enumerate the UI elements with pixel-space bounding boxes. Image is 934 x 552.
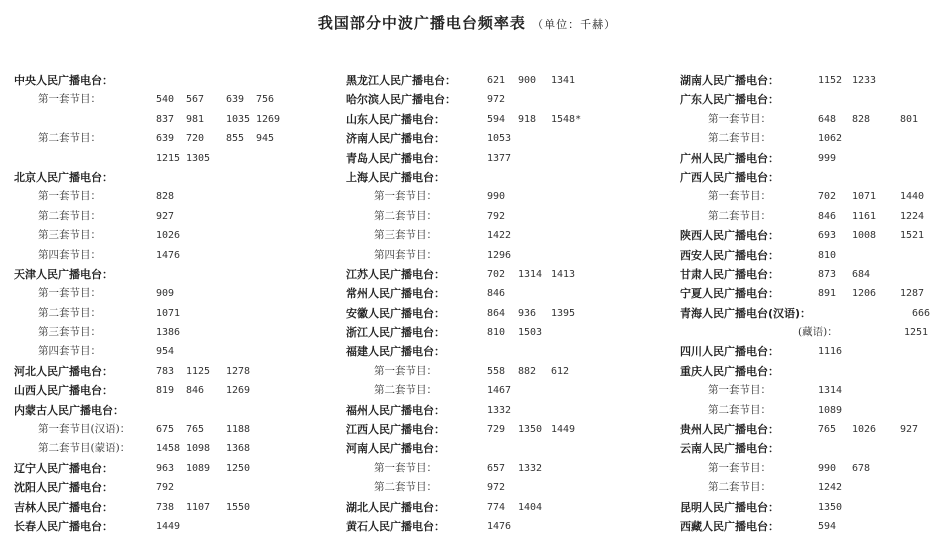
frequency-value: 954 [156,346,175,358]
station-row [680,420,930,439]
frequency-value: 963 [156,462,175,474]
station-name: 广州人民广播电台： [680,151,779,165]
frequency-value: 828 [156,191,175,203]
frequency-value: 1008 [852,230,877,242]
frequency-value: 1350 [518,424,543,436]
program-row [346,478,646,497]
station-row [680,90,930,109]
frequency-column-2 [346,71,646,536]
program-row [14,129,314,148]
frequency-value: 1161 [852,210,877,222]
frequency-value: 774 [487,501,506,513]
program-name: 第二套节目： [708,209,771,222]
station-name: 陕西人民广播电台： [680,229,779,243]
station-name: 青海人民广播电台(汉语)： [680,306,812,320]
station-name: 青岛人民广播电台： [346,151,445,165]
program-name: 第四套节目： [38,248,101,261]
station-name: 贵州人民广播电台： [680,423,779,437]
station-name: 宁夏人民广播电台： [680,287,779,301]
program-name: 第三套节目： [38,229,101,242]
frequency-value: 1350 [818,501,843,513]
frequency-value: 1269 [226,385,251,397]
station-row [14,265,314,284]
frequency-value: 684 [852,268,871,280]
frequency-value: 855 [226,133,245,145]
station-name: 云南人民广播电台： [680,442,779,456]
frequency-value: 756 [256,94,275,106]
frequency-value: 828 [852,113,871,125]
station-row [14,459,314,478]
station-name: 黄石人民广播电台： [346,519,445,533]
program-name: 第四套节目： [38,345,101,358]
frequency-value: 1386 [156,327,181,339]
program-row [680,187,930,206]
frequency-value: 648 [818,113,837,125]
frequency-value: 1548* [551,113,582,125]
station-name: 江苏人民广播电台： [346,267,445,281]
station-row [680,304,930,323]
frequency-value: 639 [226,94,245,106]
station-row [14,478,314,497]
frequency-value: 702 [818,191,837,203]
frequency-value: 1314 [518,268,543,280]
title-main: 我国部分中波广播电台频率表 [317,14,526,32]
station-name: 山东人民广播电台： [346,112,445,126]
frequency-value: 972 [487,94,506,106]
station-name: 北京人民广播电台： [14,170,113,184]
station-name: 四川人民广播电台： [680,345,779,359]
station-row [680,71,930,90]
frequency-value: 1206 [852,288,877,300]
station-row [680,265,930,284]
frequency-value: 729 [487,424,506,436]
frequency-value: 972 [487,482,506,494]
station-row [346,517,646,536]
frequency-value: 1242 [818,482,843,494]
program-name: 第二套节目： [708,132,771,145]
station-row [680,168,930,187]
program-row [14,90,314,109]
frequency-value: 558 [487,365,506,377]
frequency-value: 873 [818,268,837,280]
program-row [680,478,930,497]
station-name: 河北人民广播电台： [14,364,113,378]
station-row [680,342,930,361]
station-row [346,168,646,187]
page-title [0,12,934,33]
station-row [346,265,646,284]
frequency-value: 1269 [256,113,281,125]
station-name: 黑龙江人民广播电台： [346,74,456,87]
station-name: 江西人民广播电台： [346,423,445,437]
station-row [680,439,930,458]
station-row [346,420,646,439]
frequency-value: 1305 [186,152,211,164]
frequency-value: 639 [156,133,175,145]
program-name: 第二套节目： [38,209,101,222]
frequency-value: 846 [186,385,205,397]
frequency-value: 594 [818,520,837,532]
station-row [346,401,646,420]
title-unit: （单位：千赫） [532,18,617,31]
station-name: 甘肃人民广播电台： [680,267,779,281]
frequency-column-1 [14,71,314,536]
station-name: 常州人民广播电台： [346,287,445,301]
frequency-value: 891 [818,288,837,300]
frequency-value: 1467 [487,385,512,397]
frequency-value: 1026 [156,230,181,242]
program-name: 第一套节目： [38,93,101,106]
station-row [346,284,646,303]
station-name: 山西人民广播电台： [14,384,113,398]
frequency-value: 720 [186,133,205,145]
program-name: 第一套节目： [38,190,101,203]
program-name: 第二套节目： [38,132,101,145]
program-row [14,439,314,458]
station-name: 湖南人民广播电台： [680,74,779,87]
program-row [346,362,646,381]
frequency-value: 936 [518,307,537,319]
frequency-value: 1188 [226,424,251,436]
program-name: 第二套节目： [708,403,771,416]
frequency-value: 999 [818,152,837,164]
program-name: 第一套节目： [374,190,437,203]
program-row [14,342,314,361]
frequency-value: 810 [818,249,837,261]
frequency-value: 657 [487,462,506,474]
frequency-value: 909 [156,288,175,300]
station-row [14,362,314,381]
station-name: 湖北人民广播电台： [346,500,445,514]
frequency-value: 1224 [900,210,925,222]
frequency-value: 1341 [551,75,576,86]
frequency-value: 1251 [904,327,929,339]
station-name: 吉林人民广播电台： [14,500,113,514]
frequency-value: 1449 [551,424,576,436]
frequency-value: 765 [186,424,205,436]
program-row [680,110,930,129]
program-name: (藏语)： [798,326,838,339]
program-row [14,110,314,129]
frequency-value: 1098 [186,443,211,455]
station-row [680,246,930,265]
station-name: 天津人民广播电台： [14,267,113,281]
frequency-value: 900 [518,75,537,86]
program-name: 第二套节目： [38,306,101,319]
frequency-value: 1125 [186,365,211,377]
program-row [14,284,314,303]
program-row [14,149,314,168]
frequency-value: 1071 [156,307,181,319]
program-name: 第一套节目： [374,461,437,474]
frequency-value: 765 [818,424,837,436]
frequency-value: 675 [156,424,175,436]
program-name: 第一套节目： [374,364,437,377]
frequency-value: 1287 [900,288,925,300]
program-name: 第二套节目(蒙语)： [38,442,131,455]
frequency-value: 1395 [551,307,576,319]
frequency-value: 1089 [186,462,211,474]
station-row [14,498,314,517]
frequency-value: 792 [487,210,506,222]
frequency-value: 1422 [487,230,512,242]
station-name: 沈阳人民广播电台： [14,481,113,495]
frequency-value: 927 [156,210,175,222]
program-row [346,226,646,245]
program-row [14,246,314,265]
frequency-value: 1521 [900,230,925,242]
frequency-value: 819 [156,385,175,397]
frequency-value: 990 [818,462,837,474]
frequency-value: 981 [186,113,205,125]
station-row [346,71,646,90]
station-row [346,342,646,361]
station-name: 中央人民广播电台： [14,74,113,87]
frequency-value: 918 [518,113,537,125]
program-row [346,381,646,400]
station-row [14,71,314,90]
program-row [680,381,930,400]
frequency-value: 621 [487,75,506,86]
frequency-value: 1215 [156,152,181,164]
frequency-value: 1062 [818,133,843,145]
program-name: 第二套节目： [374,384,437,397]
program-name: 第二套节目： [374,209,437,222]
frequency-value: 540 [156,94,175,106]
frequency-value: 678 [852,462,871,474]
program-row [346,246,646,265]
program-row [680,129,930,148]
program-row [680,401,930,420]
frequency-value: 1503 [518,327,543,339]
station-name: 长春人民广播电台： [14,519,113,533]
frequency-value: 1233 [852,75,877,86]
frequency-value: 693 [818,230,837,242]
frequency-value: 1296 [487,249,512,261]
frequency-value: 1278 [226,365,251,377]
program-row [14,207,314,226]
frequency-value: 1332 [518,462,543,474]
program-name: 第三套节目： [38,326,101,339]
frequency-value: 1116 [818,346,843,358]
frequency-value: 1404 [518,501,543,513]
station-row [346,90,646,109]
frequency-value: 1458 [156,443,181,455]
frequency-value: 1026 [852,424,877,436]
station-row [346,149,646,168]
station-row [346,439,646,458]
frequency-value: 1107 [186,501,211,513]
frequency-value: 801 [900,113,919,125]
station-name: 河南人民广播电台： [346,442,445,456]
frequency-value: 1053 [487,133,512,145]
frequency-value: 990 [487,191,506,203]
program-row [14,187,314,206]
program-row [14,304,314,323]
station-name: 广西人民广播电台： [680,170,779,184]
frequency-value: 810 [487,327,506,339]
station-row [680,284,930,303]
frequency-value: 1250 [226,462,251,474]
frequency-value: 666 [912,307,931,319]
frequency-value: 1440 [900,191,925,203]
station-row [346,304,646,323]
program-name: 第一套节目(汉语)： [38,423,131,436]
station-row [346,498,646,517]
frequency-value: 1035 [226,113,251,125]
frequency-value: 612 [551,365,570,377]
frequency-value: 594 [487,113,506,125]
frequency-value: 945 [256,133,275,145]
station-name: 内蒙古人民广播电台： [14,403,124,417]
station-name: 昆明人民广播电台： [680,500,779,514]
frequency-value: 1476 [487,520,512,532]
station-row [14,381,314,400]
station-name: 上海人民广播电台： [346,170,445,184]
station-row [680,498,930,517]
frequency-value: 1152 [818,75,843,86]
program-row [346,187,646,206]
station-row [14,517,314,536]
frequency-value: 1071 [852,191,877,203]
station-row [346,129,646,148]
station-name: 福州人民广播电台： [346,403,445,417]
program-row [680,459,930,478]
frequency-value: 738 [156,501,175,513]
program-row [346,459,646,478]
frequency-value: 837 [156,113,175,125]
frequency-value: 927 [900,424,919,436]
station-name: 济南人民广播电台： [346,132,445,146]
station-row [14,401,314,420]
program-name: 第一套节目： [708,384,771,397]
frequency-value: 1476 [156,249,181,261]
frequency-value: 846 [487,288,506,300]
frequency-value: 1449 [156,520,181,532]
program-name: 第三套节目： [374,229,437,242]
frequency-value: 792 [156,482,175,494]
frequency-value: 567 [186,94,205,106]
program-row [680,323,930,342]
program-name: 第一套节目： [38,287,101,300]
station-row [14,168,314,187]
program-name: 第一套节目： [708,112,771,125]
frequency-value: 846 [818,210,837,222]
station-name: 广东人民广播电台： [680,93,779,107]
station-name: 浙江人民广播电台： [346,326,445,340]
station-name: 西安人民广播电台： [680,248,779,262]
station-row [680,226,930,245]
frequency-value: 1314 [818,385,843,397]
station-name: 福建人民广播电台： [346,345,445,359]
frequency-value: 1550 [226,501,251,513]
station-row [680,362,930,381]
frequency-value: 1377 [487,152,512,164]
station-row [346,110,646,129]
station-name: 安徽人民广播电台： [346,306,445,320]
frequency-value: 1332 [487,404,512,416]
frequency-value: 702 [487,268,506,280]
program-name: 第四套节目： [374,248,437,261]
frequency-value: 1413 [551,268,576,280]
program-name: 第一套节目： [708,190,771,203]
program-row [14,226,314,245]
station-row [680,517,930,536]
program-row [14,323,314,342]
program-name: 第二套节目： [708,481,771,494]
program-name: 第二套节目： [374,481,437,494]
frequency-value: 1089 [818,404,843,416]
station-name: 哈尔滨人民广播电台： [346,93,456,107]
station-name: 重庆人民广播电台： [680,364,779,378]
station-row [346,323,646,342]
frequency-value: 1368 [226,443,251,455]
frequency-column-3 [680,71,930,536]
station-row [680,149,930,168]
program-row [14,420,314,439]
frequency-value: 882 [518,365,537,377]
station-name: 辽宁人民广播电台： [14,461,113,475]
station-name: 西藏人民广播电台： [680,519,779,533]
program-row [680,207,930,226]
frequency-value: 783 [156,365,175,377]
frequency-value: 864 [487,307,506,319]
program-name: 第一套节目： [708,461,771,474]
program-row [346,207,646,226]
